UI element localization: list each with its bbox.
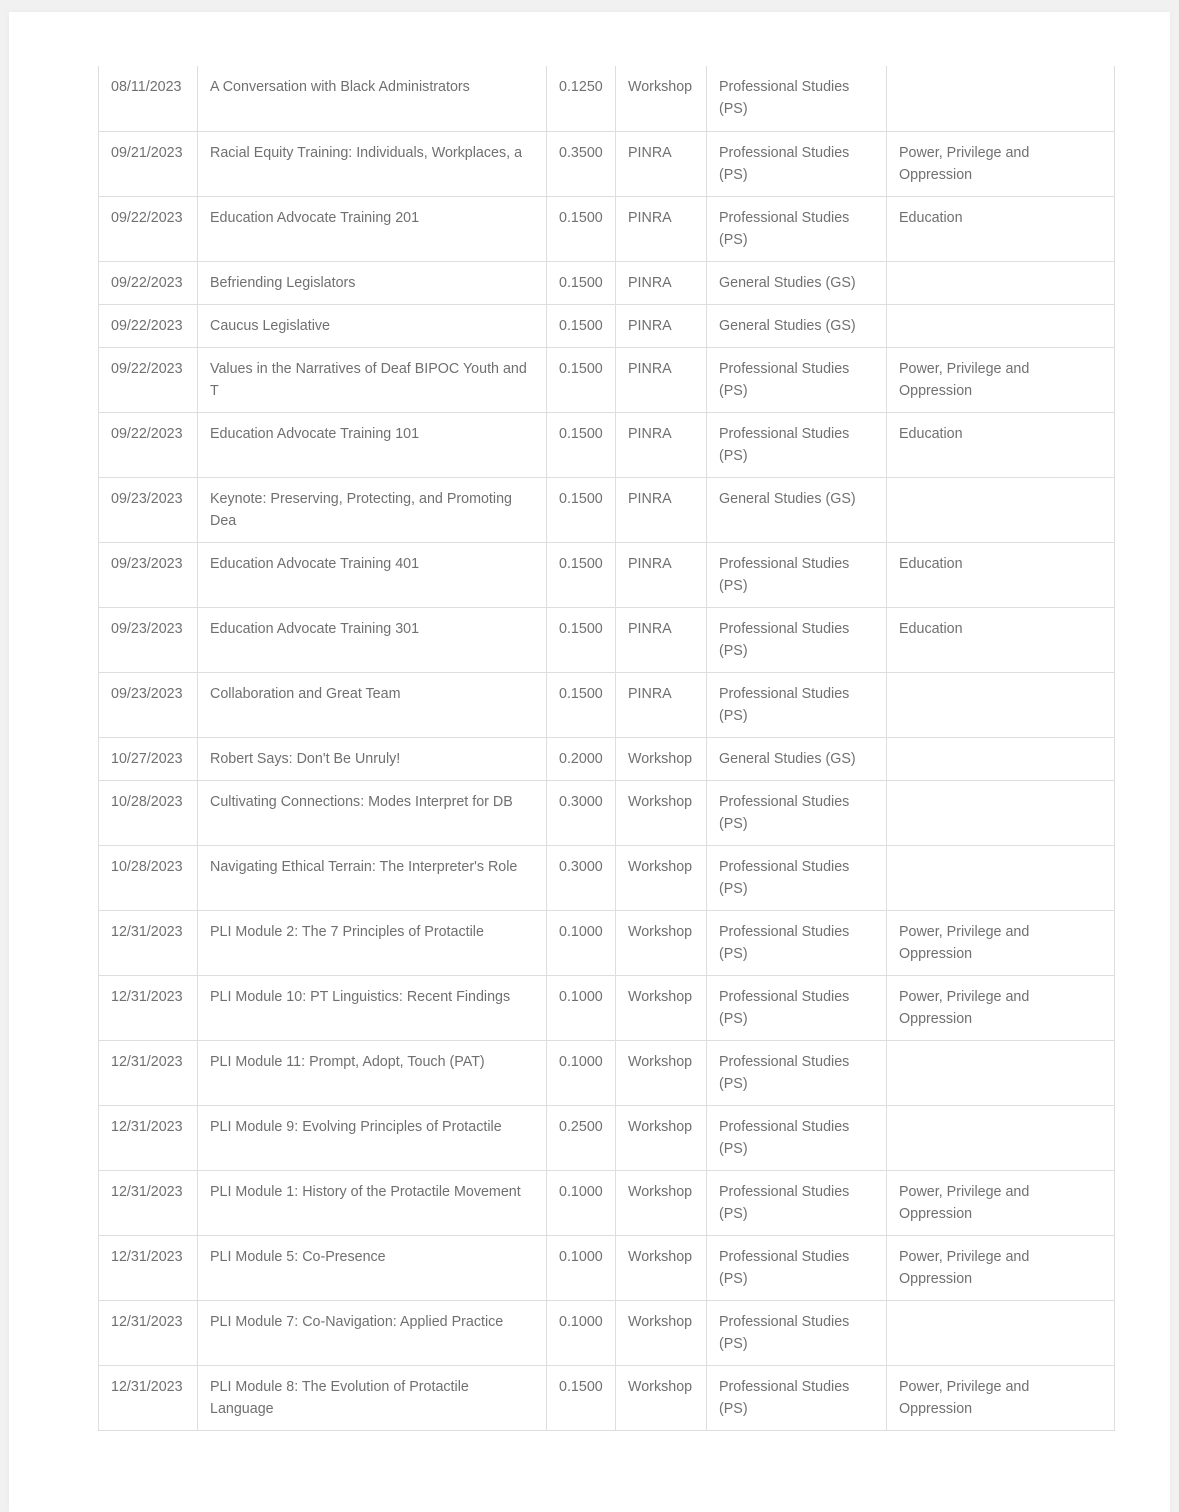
activity-type-cell: PINRA bbox=[616, 607, 707, 672]
date-cell: 10/27/2023 bbox=[99, 737, 198, 780]
date-cell: 08/11/2023 bbox=[99, 66, 198, 131]
date-cell: 09/22/2023 bbox=[99, 304, 198, 347]
activity-title-cell: PLI Module 7: Co-Navigation: Applied Practice bbox=[198, 1300, 547, 1365]
table-row bbox=[99, 304, 1115, 347]
activity-type-cell: Workshop bbox=[616, 1365, 707, 1430]
ceu-value-cell: 0.3000 bbox=[547, 845, 616, 910]
content-area-cell bbox=[887, 1105, 1115, 1170]
category-cell: Professional Studies (PS) bbox=[707, 845, 887, 910]
activity-title-cell: Robert Says: Don't Be Unruly! bbox=[198, 737, 547, 780]
activity-title-cell: Education Advocate Training 401 bbox=[198, 542, 547, 607]
activity-title-cell: Navigating Ethical Terrain: The Interpreter's Role bbox=[198, 845, 547, 910]
activity-type-cell: Workshop bbox=[616, 1300, 707, 1365]
table-row bbox=[99, 1040, 1115, 1105]
date-cell: 09/23/2023 bbox=[99, 542, 198, 607]
table-row bbox=[99, 780, 1115, 845]
date-cell: 09/21/2023 bbox=[99, 131, 198, 196]
table-row bbox=[99, 542, 1115, 607]
date-cell: 09/22/2023 bbox=[99, 412, 198, 477]
table-row bbox=[99, 1365, 1115, 1430]
activity-type-cell: Workshop bbox=[616, 910, 707, 975]
category-cell: Professional Studies (PS) bbox=[707, 975, 887, 1040]
date-cell: 12/31/2023 bbox=[99, 1235, 198, 1300]
content-area-cell bbox=[887, 1040, 1115, 1105]
date-cell: 12/31/2023 bbox=[99, 1040, 198, 1105]
ceu-value-cell: 0.1500 bbox=[547, 261, 616, 304]
activity-type-cell: Workshop bbox=[616, 1235, 707, 1300]
date-cell: 09/23/2023 bbox=[99, 607, 198, 672]
content-area-cell: Power, Privilege and Oppression bbox=[887, 1170, 1115, 1235]
date-cell: 12/31/2023 bbox=[99, 1300, 198, 1365]
ceu-value-cell: 0.3000 bbox=[547, 780, 616, 845]
date-cell: 10/28/2023 bbox=[99, 780, 198, 845]
activity-type-cell: Workshop bbox=[616, 1105, 707, 1170]
category-cell: Professional Studies (PS) bbox=[707, 1300, 887, 1365]
content-area-cell: Power, Privilege and Oppression bbox=[887, 131, 1115, 196]
category-cell: Professional Studies (PS) bbox=[707, 1365, 887, 1430]
content-area-cell: Power, Privilege and Oppression bbox=[887, 347, 1115, 412]
activity-type-cell: PINRA bbox=[616, 477, 707, 542]
activity-type-cell: PINRA bbox=[616, 542, 707, 607]
activity-title-cell: Racial Equity Training: Individuals, Workplaces, a bbox=[198, 131, 547, 196]
activity-type-cell: Workshop bbox=[616, 66, 707, 131]
category-cell: Professional Studies (PS) bbox=[707, 910, 887, 975]
ceu-value-cell: 0.1500 bbox=[547, 196, 616, 261]
content-area-cell: Power, Privilege and Oppression bbox=[887, 975, 1115, 1040]
content-area-cell: Education bbox=[887, 542, 1115, 607]
table-row bbox=[99, 737, 1115, 780]
date-cell: 12/31/2023 bbox=[99, 1365, 198, 1430]
ceu-value-cell: 0.1500 bbox=[547, 672, 616, 737]
date-cell: 10/28/2023 bbox=[99, 845, 198, 910]
ceu-value-cell: 0.1500 bbox=[547, 347, 616, 412]
date-cell: 09/23/2023 bbox=[99, 477, 198, 542]
category-cell: General Studies (GS) bbox=[707, 304, 887, 347]
category-cell: Professional Studies (PS) bbox=[707, 347, 887, 412]
content-area-cell bbox=[887, 845, 1115, 910]
table-row bbox=[99, 347, 1115, 412]
table-row bbox=[99, 672, 1115, 737]
activity-title-cell: Values in the Narratives of Deaf BIPOC Youth and T bbox=[198, 347, 547, 412]
table-row bbox=[99, 845, 1115, 910]
activity-title-cell: PLI Module 1: History of the Protactile Movement bbox=[198, 1170, 547, 1235]
category-cell: Professional Studies (PS) bbox=[707, 672, 887, 737]
category-cell: Professional Studies (PS) bbox=[707, 412, 887, 477]
content-area-cell bbox=[887, 261, 1115, 304]
ceu-value-cell: 0.1000 bbox=[547, 1170, 616, 1235]
activity-type-cell: Workshop bbox=[616, 975, 707, 1040]
content-area-cell: Education bbox=[887, 607, 1115, 672]
ceu-value-cell: 0.1000 bbox=[547, 1040, 616, 1105]
activity-title-cell: PLI Module 5: Co-Presence bbox=[198, 1235, 547, 1300]
content-area-cell bbox=[887, 66, 1115, 131]
activity-title-cell: Cultivating Connections: Modes Interpret for DB bbox=[198, 780, 547, 845]
content-area-cell: Power, Privilege and Oppression bbox=[887, 1365, 1115, 1430]
ceu-value-cell: 0.3500 bbox=[547, 131, 616, 196]
category-cell: Professional Studies (PS) bbox=[707, 1235, 887, 1300]
ceu-value-cell: 0.1500 bbox=[547, 607, 616, 672]
activity-title-cell: PLI Module 8: The Evolution of Protactile Language bbox=[198, 1365, 547, 1430]
activity-type-cell: Workshop bbox=[616, 780, 707, 845]
activity-type-cell: PINRA bbox=[616, 672, 707, 737]
category-cell: Professional Studies (PS) bbox=[707, 1170, 887, 1235]
date-cell: 12/31/2023 bbox=[99, 1170, 198, 1235]
activity-title-cell: Keynote: Preserving, Protecting, and Promoting Dea bbox=[198, 477, 547, 542]
activity-title-cell: PLI Module 11: Prompt, Adopt, Touch (PAT) bbox=[198, 1040, 547, 1105]
activity-title-cell: PLI Module 10: PT Linguistics: Recent Findings bbox=[198, 975, 547, 1040]
table-row bbox=[99, 412, 1115, 477]
content-area-cell bbox=[887, 737, 1115, 780]
ceu-value-cell: 0.1500 bbox=[547, 304, 616, 347]
ceu-value-cell: 0.1000 bbox=[547, 910, 616, 975]
activity-title-cell: Collaboration and Great Team bbox=[198, 672, 547, 737]
category-cell: Professional Studies (PS) bbox=[707, 780, 887, 845]
activity-type-cell: PINRA bbox=[616, 261, 707, 304]
ceu-value-cell: 0.1000 bbox=[547, 1300, 616, 1365]
table-row bbox=[99, 477, 1115, 542]
date-cell: 09/22/2023 bbox=[99, 347, 198, 412]
ceu-value-cell: 0.2500 bbox=[547, 1105, 616, 1170]
activity-type-cell: PINRA bbox=[616, 131, 707, 196]
ceu-value-cell: 0.1000 bbox=[547, 975, 616, 1040]
activity-title-cell: Education Advocate Training 201 bbox=[198, 196, 547, 261]
content-area-cell bbox=[887, 477, 1115, 542]
category-cell: Professional Studies (PS) bbox=[707, 607, 887, 672]
table-row bbox=[99, 910, 1115, 975]
content-area-cell bbox=[887, 780, 1115, 845]
activity-title-cell: PLI Module 9: Evolving Principles of Protactile bbox=[198, 1105, 547, 1170]
activity-type-cell: PINRA bbox=[616, 196, 707, 261]
date-cell: 12/31/2023 bbox=[99, 910, 198, 975]
category-cell: Professional Studies (PS) bbox=[707, 196, 887, 261]
date-cell: 09/22/2023 bbox=[99, 196, 198, 261]
category-cell: Professional Studies (PS) bbox=[707, 1105, 887, 1170]
ceu-value-cell: 0.1500 bbox=[547, 1365, 616, 1430]
activity-type-cell: Workshop bbox=[616, 737, 707, 780]
category-cell: Professional Studies (PS) bbox=[707, 66, 887, 131]
ceu-activity-table bbox=[98, 66, 1115, 1431]
category-cell: Professional Studies (PS) bbox=[707, 542, 887, 607]
activity-type-cell: Workshop bbox=[616, 845, 707, 910]
activity-title-cell: Caucus Legislative bbox=[198, 304, 547, 347]
ceu-value-cell: 0.2000 bbox=[547, 737, 616, 780]
date-cell: 09/22/2023 bbox=[99, 261, 198, 304]
category-cell: General Studies (GS) bbox=[707, 737, 887, 780]
activity-type-cell: Workshop bbox=[616, 1040, 707, 1105]
activity-title-cell: Education Advocate Training 101 bbox=[198, 412, 547, 477]
category-cell: General Studies (GS) bbox=[707, 477, 887, 542]
ceu-value-cell: 0.1500 bbox=[547, 542, 616, 607]
page-card bbox=[9, 12, 1170, 1512]
table-row bbox=[99, 975, 1115, 1040]
content-area-cell: Power, Privilege and Oppression bbox=[887, 1235, 1115, 1300]
content-area-cell: Power, Privilege and Oppression bbox=[887, 910, 1115, 975]
content-area-cell bbox=[887, 1300, 1115, 1365]
ceu-value-cell: 0.1000 bbox=[547, 1235, 616, 1300]
date-cell: 12/31/2023 bbox=[99, 975, 198, 1040]
ceu-value-cell: 0.1500 bbox=[547, 412, 616, 477]
activity-type-cell: PINRA bbox=[616, 347, 707, 412]
activity-type-cell: PINRA bbox=[616, 412, 707, 477]
table-row bbox=[99, 1300, 1115, 1365]
activity-title-cell: Befriending Legislators bbox=[198, 261, 547, 304]
ceu-value-cell: 0.1500 bbox=[547, 477, 616, 542]
activity-title-cell: A Conversation with Black Administrators bbox=[198, 66, 547, 131]
table-row bbox=[99, 1235, 1115, 1300]
table-row bbox=[99, 607, 1115, 672]
category-cell: Professional Studies (PS) bbox=[707, 1040, 887, 1105]
table-row bbox=[99, 1170, 1115, 1235]
table-row bbox=[99, 196, 1115, 261]
date-cell: 09/23/2023 bbox=[99, 672, 198, 737]
activity-title-cell: Education Advocate Training 301 bbox=[198, 607, 547, 672]
category-cell: General Studies (GS) bbox=[707, 261, 887, 304]
content-area-cell: Education bbox=[887, 196, 1115, 261]
table-row bbox=[99, 261, 1115, 304]
date-cell: 12/31/2023 bbox=[99, 1105, 198, 1170]
content-area-cell: Education bbox=[887, 412, 1115, 477]
ceu-value-cell: 0.1250 bbox=[547, 66, 616, 131]
table-row bbox=[99, 1105, 1115, 1170]
activity-type-cell: Workshop bbox=[616, 1170, 707, 1235]
content-area-cell bbox=[887, 304, 1115, 347]
table-row bbox=[99, 66, 1115, 131]
table-row bbox=[99, 131, 1115, 196]
activity-type-cell: PINRA bbox=[616, 304, 707, 347]
content-area-cell bbox=[887, 672, 1115, 737]
activity-title-cell: PLI Module 2: The 7 Principles of Protactile bbox=[198, 910, 547, 975]
category-cell: Professional Studies (PS) bbox=[707, 131, 887, 196]
